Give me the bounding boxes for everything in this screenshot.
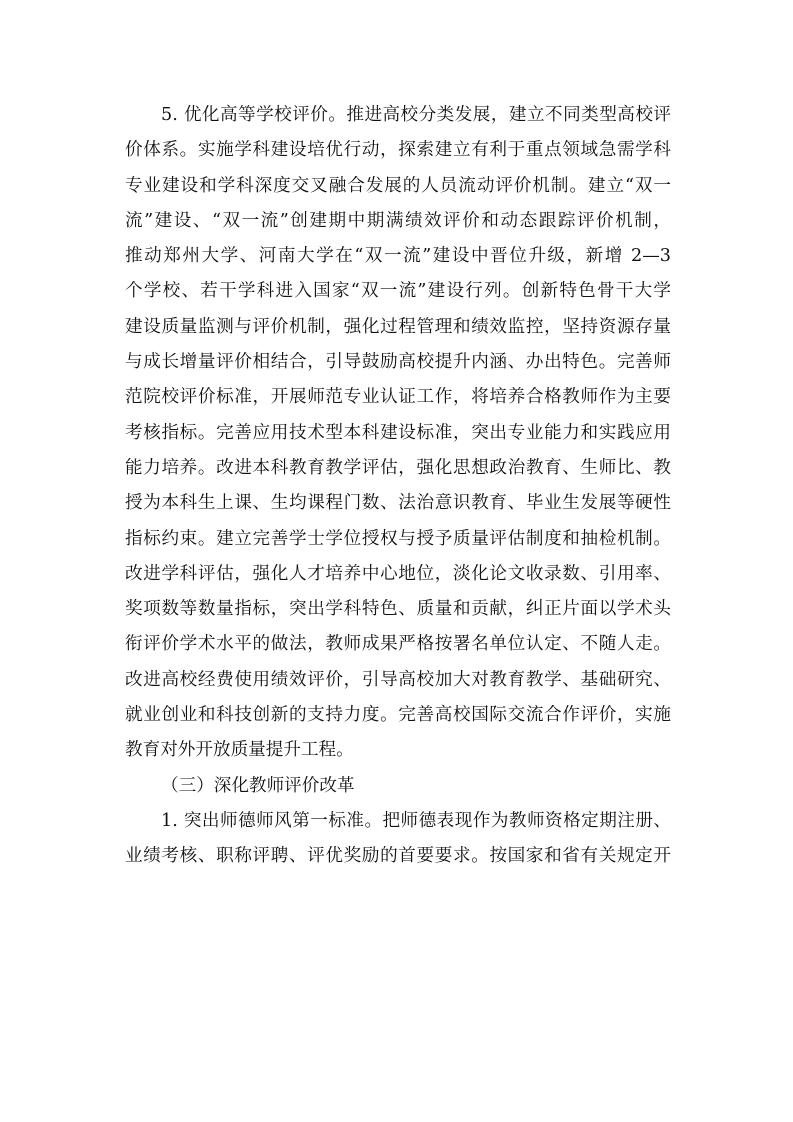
text-line: 考核指标。完善应用技术型本科建设标准，突出专业能力和实践应用	[125, 422, 671, 443]
text-line: 价体系。实施学科建设培优行动，探索建立有利于重点领域急需学科	[125, 140, 671, 161]
text-line: 范院校评价标准，开展师范专业认证工作，将培养合格教师作为主要	[125, 387, 671, 408]
paragraph-higher-education-evaluation	[125, 98, 671, 769]
text-line: 与成长增量评价相结合，引导鼓励高校提升内涵、办出特色。完善师	[125, 352, 671, 373]
text-line: 5. 优化高等学校评价。推进高校分类发展，建立不同类型高校评	[161, 105, 671, 125]
text-line: 推动郑州大学、河南大学在“双一流”建设中晋位升级，新增 2—3	[125, 246, 671, 267]
text-line: 就业创业和科技创新的支持力度。完善高校国际交流合作评价，实施	[125, 705, 671, 726]
paragraph-teacher-ethics	[125, 804, 671, 875]
text-line: 能力培养。改进本科教育教学评估，强化思想政治教育、生师比、教	[125, 457, 671, 478]
text-line: 授为本科生上课、生均课程门数、法治意识教育、毕业生发展等硬性	[125, 493, 671, 514]
document-body	[125, 98, 671, 875]
section-heading: （三）深化教师评价改革	[161, 775, 355, 796]
text-line: 指标约束。建立完善学士学位授权与授予质量评估制度和抽检机制。	[125, 528, 671, 549]
text-line: 业绩考核、职称评聘、评优奖励的首要要求。按国家和省有关规定开	[125, 846, 671, 867]
text-line: 个学校、若干学科进入国家“双一流”建设行列。创新特色骨干大学	[125, 281, 671, 302]
text-line: 改进高校经费使用绩效评价，引导高校加大对教育教学、基础研究、	[125, 669, 671, 690]
text-line: 改进学科评估，强化人才培养中心地位，淡化论文收录数、引用率、	[125, 563, 671, 584]
text-line: 教育对外开放质量提升工程。	[125, 740, 354, 761]
text-line: 衔评价学术水平的做法，教师成果严格按署名单位认定、不随人走。	[125, 634, 671, 655]
text-line: 1. 突出师德师风第一标准。把师德表现作为教师资格定期注册、	[161, 810, 671, 831]
text-line: 建设质量监测与评价机制，强化过程管理和绩效监控，坚持资源存量	[125, 316, 671, 337]
text-line: 奖项数等数量指标，突出学科特色、质量和贡献，纠正片面以学术头	[125, 599, 671, 620]
text-line: 流”建设、“双一流”创建期中期满绩效评价和动态跟踪评价机制，	[125, 210, 671, 231]
text-line: 专业建设和学科深度交叉融合发展的人员流动评价机制。建立“双一	[125, 175, 671, 196]
